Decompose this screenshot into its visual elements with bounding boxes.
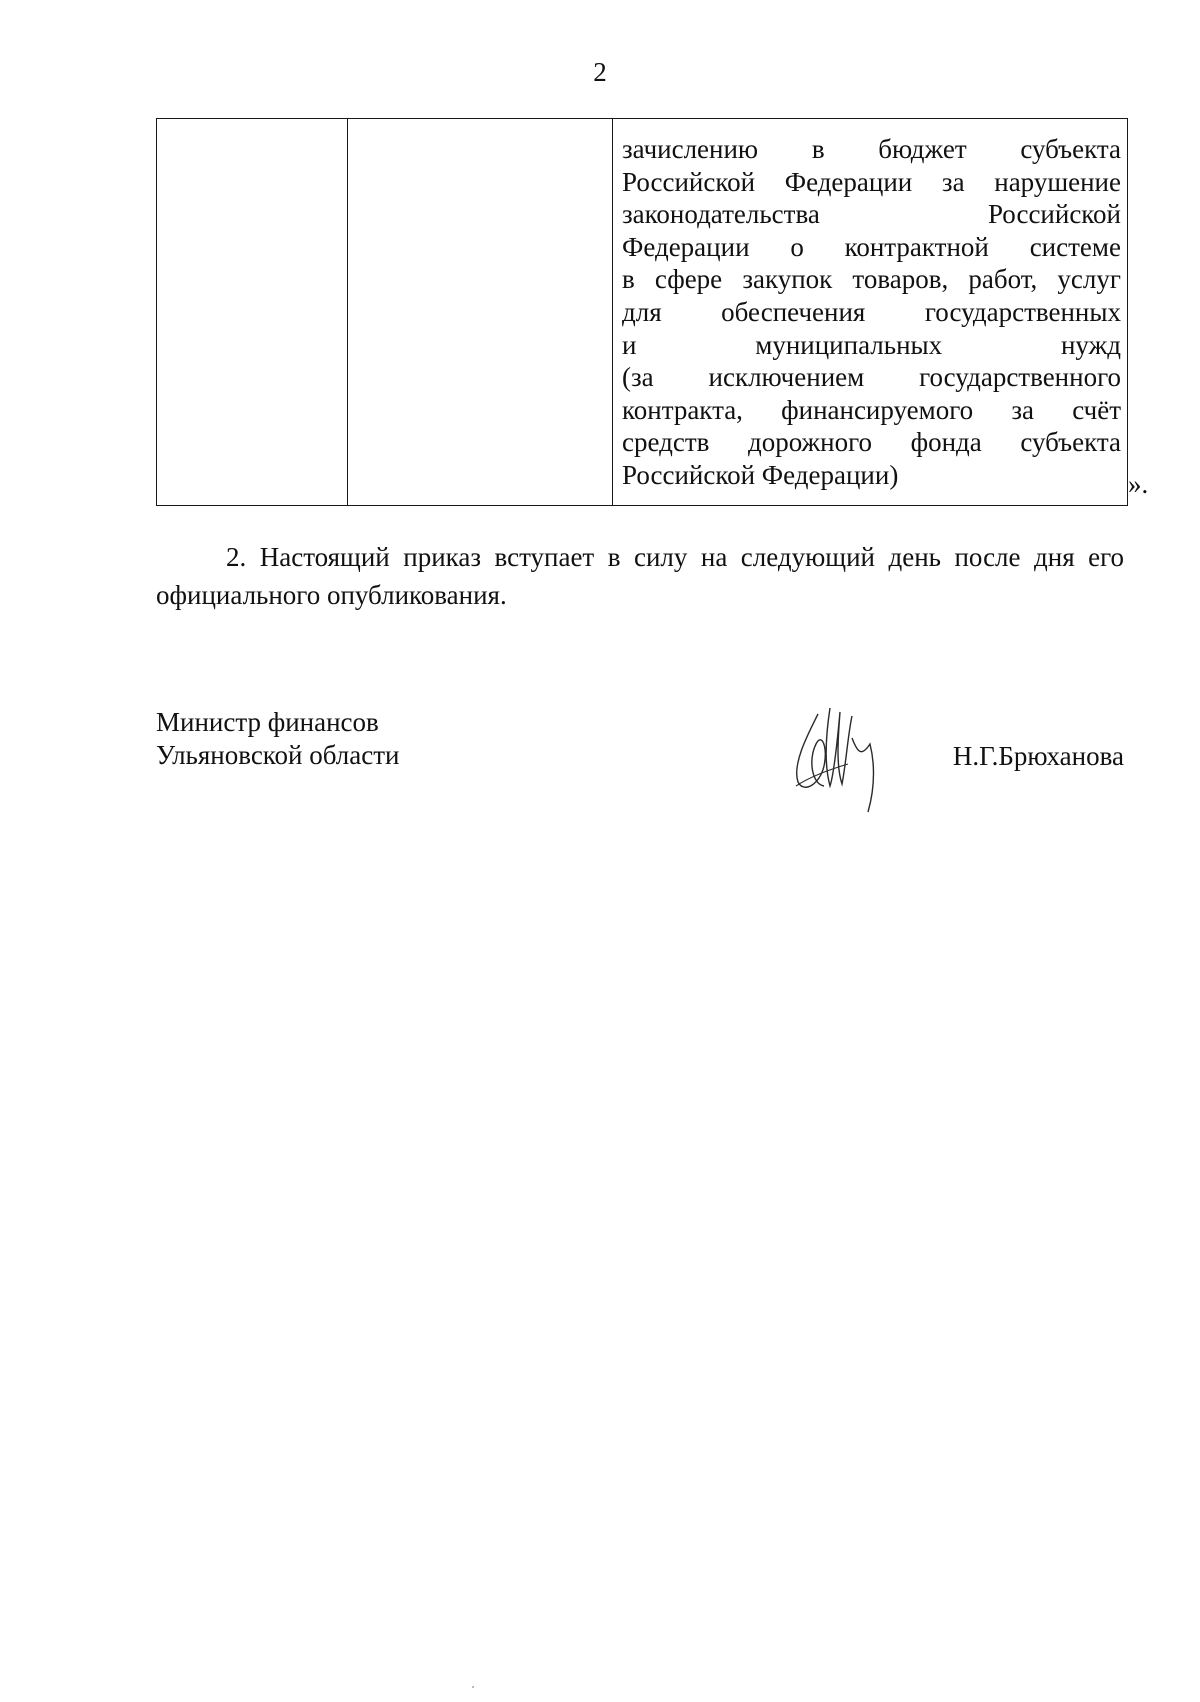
cell-word: законодательства: [622, 199, 820, 230]
cell-word: субъекта: [1020, 134, 1121, 164]
cell-word: контрактной: [844, 231, 989, 262]
clause-line: 2. Настоящий приказ вступает в силу на следующий день после дня его: [226, 542, 1124, 572]
cell-word: контракта,: [622, 394, 743, 425]
cell-line: [622, 263, 1121, 296]
cell-word: за: [1011, 394, 1034, 425]
cell-word: Российской Федерации): [622, 459, 899, 490]
cell-word: финансируемого: [781, 394, 974, 425]
cell-word: о: [790, 231, 804, 262]
cell-word: государственного: [919, 362, 1121, 393]
cell-word: бюджет: [878, 134, 967, 164]
clause-line: официального опубликования.: [156, 580, 507, 610]
cell-word: услуг: [1057, 264, 1121, 295]
cell-word: субъекта: [1020, 427, 1121, 458]
cell-word: и: [622, 329, 637, 360]
cell-line: [622, 361, 1121, 394]
cell-word: закупок: [742, 264, 833, 295]
cell-word: исключением: [708, 362, 865, 393]
cell-word: в: [811, 134, 825, 164]
page-number: 2: [593, 57, 607, 87]
cell-word: обеспечения: [721, 296, 866, 327]
cell-word: Российской: [622, 166, 756, 197]
cell-word: муниципальных: [755, 329, 943, 360]
cell-line: [622, 133, 1121, 166]
cell-word: счёт: [1072, 394, 1121, 425]
cell-word: государственных: [924, 296, 1121, 327]
cell-line: [622, 394, 1121, 427]
cell-word: системе: [1029, 231, 1121, 262]
cell-word: (за: [622, 362, 654, 393]
scan-speck: [472, 1686, 474, 1688]
cell-line: [622, 329, 1121, 362]
cell-line: [622, 166, 1121, 199]
cell-line: [622, 296, 1121, 329]
cell-word: средств: [622, 427, 710, 458]
signer-position-line: Ульяновской области: [156, 740, 400, 770]
cell-word: зачислению: [622, 134, 759, 164]
cell-word: дорожного: [747, 427, 873, 458]
handwritten-signature: [778, 694, 898, 814]
closing-quote: ».: [1128, 469, 1149, 499]
cell-word: Федерации: [784, 166, 913, 197]
cell-word: Российской: [987, 199, 1121, 230]
cell-word: нужд: [1060, 329, 1121, 360]
table-row: [157, 119, 1128, 506]
signer-position-line: Министр финансов: [156, 707, 379, 737]
cell-word: за: [941, 166, 965, 197]
signer-position: [156, 706, 400, 772]
cell-word: в: [622, 264, 635, 295]
cell-word: сфере: [654, 264, 723, 295]
cell-word: для: [622, 296, 662, 327]
signer-name: Н.Г.Брюханова: [952, 741, 1124, 771]
table-cell-empty-1: [157, 119, 348, 506]
clause-2: [156, 538, 1124, 614]
cell-text: [613, 119, 1127, 492]
amendment-table: [156, 118, 1128, 506]
cell-word: нарушение: [994, 166, 1121, 197]
cell-word: товаров,: [852, 264, 949, 295]
cell-line: [622, 198, 1121, 231]
cell-word: фонда: [910, 427, 982, 458]
cell-word: работ,: [968, 264, 1038, 295]
cell-line: [622, 426, 1121, 459]
table-cell-description: [613, 119, 1128, 506]
table-cell-empty-2: [348, 119, 613, 506]
cell-word: Федерации: [622, 231, 750, 262]
cell-line: [622, 459, 1121, 492]
cell-line: [622, 231, 1121, 264]
